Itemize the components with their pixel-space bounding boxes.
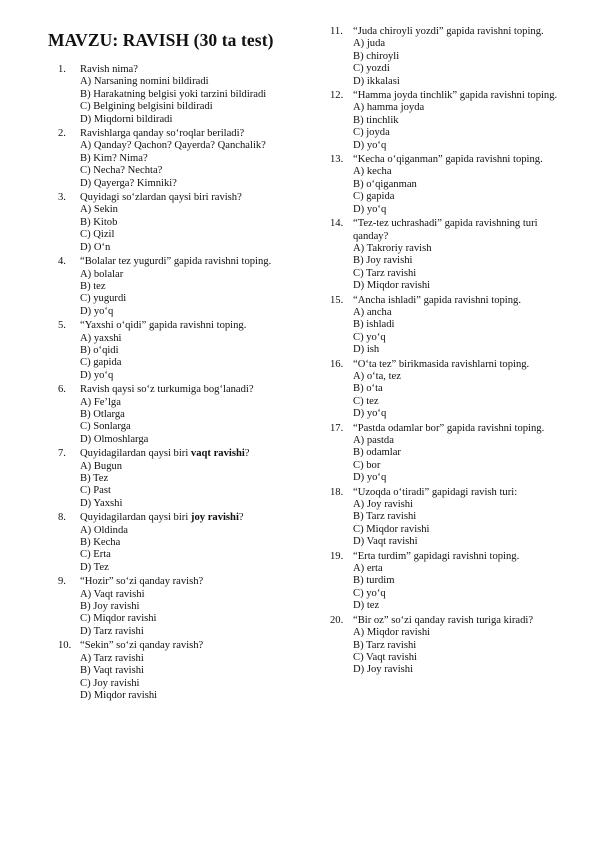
question-item — [58, 192, 286, 254]
answer-option: A) Narsaning nomini bildiradi — [80, 76, 209, 88]
answer-option: A) Sekin — [80, 204, 118, 216]
answer-option: A) ancha — [353, 306, 392, 318]
question-line — [58, 640, 286, 652]
question-line — [330, 423, 570, 435]
answer-option: C) Vaqt ravishi — [353, 651, 417, 663]
question-item — [58, 640, 286, 702]
question-number: 13. — [330, 154, 344, 166]
answer-option: A) Vaqt ravishi — [80, 588, 145, 600]
answer-option: A) yaxshi — [80, 332, 122, 344]
answer-option: B) Harakatning belgisi yoki tarzini bildiradi — [80, 88, 267, 100]
answer-option: B) chiroyli — [353, 50, 400, 62]
answer-option: D) Qayerga? Kimniki? — [80, 177, 177, 189]
answer-option: A) Miqdor ravishi — [353, 627, 431, 639]
question-number: 4. — [58, 256, 66, 268]
answer-option: C) gapida — [353, 191, 395, 203]
answer-option: C) bor — [353, 459, 381, 471]
question-text: “Sekin” so‘zi qanday ravish? — [80, 640, 204, 652]
question-number: 6. — [58, 384, 66, 396]
answer-option: C) yugurdi — [80, 293, 127, 305]
question-text: “Ancha ishladi” gapida ravishni toping. — [353, 294, 521, 306]
question-item — [330, 218, 570, 292]
question-line — [330, 295, 570, 307]
question-number: 2. — [58, 128, 66, 140]
question-item — [330, 90, 570, 152]
answer-option: B) Tez — [80, 473, 109, 484]
question-number: 1. — [58, 64, 66, 75]
question-number: 9. — [58, 576, 66, 588]
answer-option: A) Takroriy ravish — [353, 242, 432, 254]
answer-option: C) Miqdor ravishi — [353, 523, 430, 535]
question-number: 16. — [330, 358, 344, 370]
answer-option: B) Joy ravishi — [353, 255, 413, 267]
answer-option: A) Bugun — [80, 460, 123, 472]
answer-option: D) Olmoshlarga — [80, 433, 149, 445]
question-line — [330, 218, 570, 243]
answer-option: B) o‘qiganman — [353, 178, 417, 190]
answer-option: D) yo‘q — [80, 305, 114, 317]
answer-option: A) Joy ravishi — [353, 499, 414, 511]
question-text — [80, 448, 286, 460]
answer-option: D) O‘n — [80, 241, 111, 253]
question-text-bold: vaqt ravishi — [190, 448, 245, 460]
answer-option: D) ish — [353, 344, 380, 356]
answer-option: B) Vaqt ravishi — [80, 665, 144, 677]
question-item — [58, 320, 286, 382]
question-text: “Yaxshi o‘qidi” gapida ravishni toping. — [80, 320, 247, 332]
answer-option: C) Sonlarga — [80, 421, 131, 433]
question-line — [58, 320, 286, 332]
answer-option: B) Otlarga — [80, 408, 125, 420]
question-item — [58, 448, 286, 510]
question-number: 14. — [330, 218, 344, 230]
answer-option: C) yozdi — [353, 63, 390, 75]
question-text: “Hamma joyda tinchlik” gapida ravishni toping. — [353, 90, 558, 102]
question-item — [58, 256, 286, 318]
question-line — [330, 487, 570, 499]
question-number: 10. — [58, 640, 72, 652]
answer-option: D) Tez — [80, 561, 109, 573]
question-number: 3. — [58, 192, 66, 204]
answer-option: A) o‘ta, tez — [353, 370, 401, 382]
question-line — [58, 64, 286, 76]
question-item — [58, 384, 286, 446]
answer-option: A) hamma joyda — [353, 102, 425, 114]
answer-option: D) yo‘q — [353, 472, 387, 484]
answer-option: A) bolalar — [80, 268, 124, 280]
answer-option: B) ishladi — [353, 319, 395, 331]
question-line — [330, 615, 570, 627]
question-text — [80, 512, 286, 524]
answer-option: D) ikkalasi — [353, 75, 400, 87]
answer-option: B) Kecha — [80, 537, 121, 549]
answer-option: A) erta — [353, 563, 383, 575]
questions-column-left — [58, 64, 286, 704]
question-text: Ravishlarga qanday so‘roqlar beriladi? — [80, 128, 245, 140]
answer-option: B) o‘ta — [353, 383, 383, 395]
answer-option: D) Miqdor ravishi — [80, 689, 158, 701]
question-line — [58, 448, 286, 460]
question-item — [330, 551, 570, 613]
answer-option: A) kecha — [353, 166, 392, 178]
question-item — [330, 423, 570, 485]
question-number: 11. — [330, 26, 343, 37]
answer-option: C) yo‘q — [353, 587, 386, 599]
answer-option: B) tinchlik — [353, 114, 399, 126]
answer-option: A) pastda — [353, 435, 394, 446]
answer-option: C) Erta — [80, 549, 111, 561]
answer-option: A) Oldinda — [80, 524, 128, 536]
question-item — [330, 487, 570, 549]
question-text-pre: Quyidagilardan qaysi biri — [80, 512, 191, 524]
question-number: 12. — [330, 90, 344, 102]
answer-option: C) Miqdor ravishi — [80, 613, 157, 625]
question-line — [330, 154, 570, 166]
answer-option: D) Miqdorni bildiradi — [80, 113, 173, 125]
answer-option: B) tez — [80, 280, 106, 292]
question-line — [58, 192, 286, 204]
answer-option: B) Kitob — [80, 216, 118, 228]
answer-option: D) Tarz ravishi — [80, 625, 144, 637]
answer-option: D) Miqdor ravishi — [353, 280, 431, 292]
answer-option: A) Tarz ravishi — [80, 652, 144, 664]
question-text: “Bolalar tez yugurdi” gapida ravishni toping. — [80, 256, 272, 268]
page-title: MAVZU: RAVISH (30 ta test) — [48, 30, 274, 50]
answer-option: B) turdim — [353, 575, 395, 587]
question-line — [330, 26, 570, 38]
question-text: “Tez-tez uchrashadi” gapida ravishning turi qanday? — [353, 218, 538, 242]
question-line — [330, 359, 570, 371]
answer-option: D) Joy ravishi — [353, 664, 414, 676]
answer-option: C) Necha? Nechta? — [80, 165, 163, 177]
answer-option: C) Belgining belgisini bildiradi — [80, 101, 213, 113]
question-number: 15. — [330, 294, 344, 306]
question-item — [330, 615, 570, 677]
answer-option: B) Tarz ravishi — [353, 639, 417, 651]
question-text-bold: joy ravishi — [190, 512, 239, 524]
question-number: 18. — [330, 486, 344, 498]
question-text: “Pastda odamlar bor” gapida ravishni toping. — [353, 422, 545, 434]
answer-option: C) Qizil — [80, 229, 115, 241]
question-number: 7. — [58, 448, 66, 460]
question-number: 8. — [58, 512, 66, 524]
answer-option: C) tez — [353, 395, 379, 407]
answer-option: D) Vaqt ravishi — [353, 536, 418, 548]
answer-option: C) yo‘q — [353, 331, 386, 343]
question-text: “Erta turdim” gapidagi ravishni toping. — [353, 550, 520, 562]
question-item — [58, 128, 286, 190]
answer-option: D) yo‘q — [353, 408, 387, 420]
question-text-post: ? — [238, 512, 244, 524]
question-line — [58, 128, 286, 140]
answer-option: A) Qanday? Qachon? Qayerda? Qanchalik? — [80, 140, 266, 152]
question-line — [330, 90, 570, 102]
question-text-post: ? — [244, 448, 250, 460]
question-line — [330, 551, 570, 563]
question-text: Quyidagi so‘zlardan qaysi biri ravish? — [80, 192, 242, 204]
question-text: Ravish qaysi so‘z turkumiga bog‘lanadi? — [80, 384, 254, 396]
question-item — [58, 64, 286, 126]
question-text: “Kecha o‘qiganman” gapida ravishni toping. — [353, 154, 543, 166]
question-item — [330, 26, 570, 88]
question-item — [58, 512, 286, 574]
question-number: 20. — [330, 614, 344, 626]
answer-option: B) odamlar — [353, 447, 401, 459]
question-line — [58, 256, 286, 268]
answer-option: D) Yaxshi — [80, 497, 123, 509]
answer-option: C) gapida — [80, 357, 122, 369]
answer-option: D) tez — [353, 600, 380, 612]
answer-option: B) Tarz ravishi — [353, 511, 417, 523]
question-text-pre: Quyidagilardan qaysi biri — [80, 448, 191, 460]
question-text: “Juda chiroyli yozdi” gapida ravishni toping. — [353, 26, 544, 37]
answer-option: C) Tarz ravishi — [353, 267, 417, 279]
question-line — [58, 576, 286, 588]
question-line — [58, 384, 286, 396]
question-item — [330, 154, 570, 216]
answer-option: B) Joy ravishi — [80, 601, 140, 613]
answer-option: C) joyda — [353, 127, 390, 139]
question-item — [330, 359, 570, 421]
question-text: Ravish nima? — [80, 64, 138, 75]
answer-option: B) o‘qidi — [80, 344, 119, 356]
question-number: 5. — [58, 320, 66, 332]
answer-option: A) juda — [353, 38, 386, 50]
question-number: 17. — [330, 422, 344, 434]
question-item — [58, 576, 286, 638]
question-text: “Bir oz” so‘zi qanday ravish turiga kiradi? — [353, 614, 534, 626]
questions-column-right — [330, 26, 570, 679]
answer-option: C) Past — [80, 485, 111, 497]
answer-option: B) Kim? Nima? — [80, 152, 148, 164]
answer-option: D) yo‘q — [353, 203, 387, 215]
question-text: “O‘ta tez” birikmasida ravishlarni toping. — [353, 358, 530, 370]
answer-option: C) Joy ravishi — [80, 677, 140, 689]
question-number: 19. — [330, 550, 344, 562]
answer-option: D) yo‘q — [353, 139, 387, 151]
question-text: “Uzoqda o‘tiradi” gapidagi ravish turi: — [353, 486, 518, 498]
question-line — [58, 512, 286, 524]
question-item — [330, 295, 570, 357]
answer-option: A) Fe’lga — [80, 396, 121, 408]
question-text: “Hozir” so‘zi qanday ravish? — [80, 576, 204, 588]
answer-option: D) yo‘q — [80, 369, 114, 381]
